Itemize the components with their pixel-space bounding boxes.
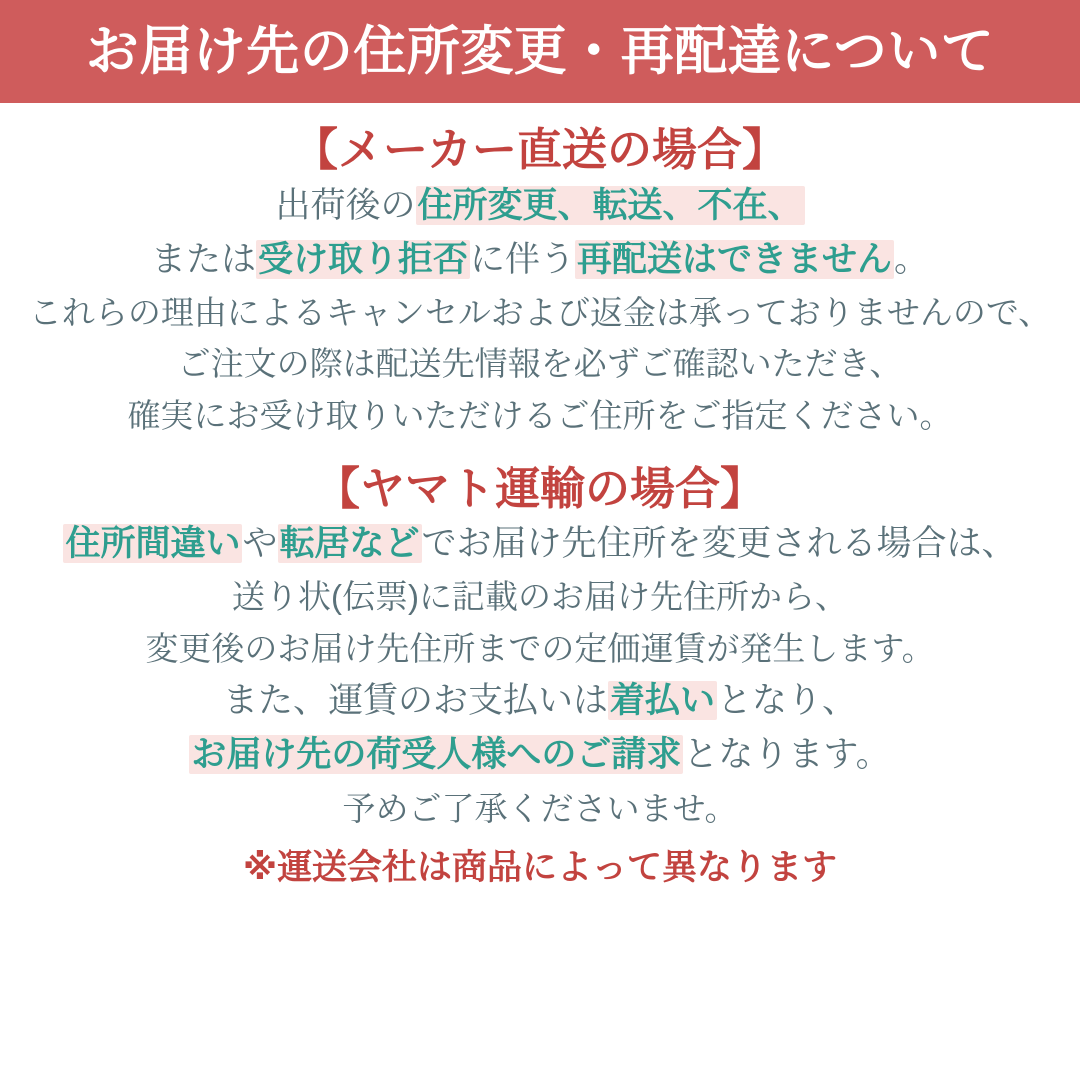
line-part: に伴う xyxy=(469,239,575,279)
line-part: 。 xyxy=(894,239,930,279)
text-line xyxy=(0,678,1080,724)
text-line xyxy=(0,732,1080,778)
line-part-highlight: 受け取り拒否 xyxy=(257,239,468,279)
line-part: また、運賃のお支払いは xyxy=(222,681,608,721)
line-part-highlight: お届け先の荷受人様へのご請求 xyxy=(191,735,682,775)
text-line xyxy=(0,575,1080,619)
header-banner xyxy=(0,0,1080,103)
text-line xyxy=(0,291,1080,335)
text-line xyxy=(0,342,1080,386)
line-part: これらの理由によるキャンセルおよび返金は承っておりませんので、 xyxy=(28,293,1052,331)
line-part: となり、 xyxy=(717,681,858,721)
line-part: 出荷後の xyxy=(275,185,416,225)
line-part-highlight: 住所間違い xyxy=(65,524,241,564)
line-part: 変更後のお届け先住所までの定価運賃が発生します。 xyxy=(145,629,935,667)
section-heading-yamato: 【ヤマト運輸の場合】 xyxy=(314,462,765,514)
line-part: ご注文の際は配送先情報を必ずご確認いただき、 xyxy=(177,345,903,383)
notice-body xyxy=(0,125,1080,890)
line-part-highlight: 再配送はできません xyxy=(577,239,893,279)
footer-note: ※運送会社は商品によって異なります xyxy=(242,848,838,888)
text-line xyxy=(0,394,1080,438)
line-part-highlight: 住所変更、転送、不在、 xyxy=(417,185,803,225)
line-part: となります。 xyxy=(683,735,891,775)
text-line xyxy=(0,237,1080,283)
line-part: でお届け先住所を変更される場合は、 xyxy=(421,524,1017,564)
text-line xyxy=(0,521,1080,567)
line-part: 予めご了承くださいませ。 xyxy=(342,789,738,827)
page-title: お届け先の住所変更・再配達について xyxy=(85,22,995,81)
line-part: や xyxy=(242,524,278,564)
line-part-highlight: 転居など xyxy=(279,524,420,564)
text-line xyxy=(0,183,1080,229)
text-line xyxy=(0,627,1080,671)
line-part: 確実にお受け取りいただけるご住所をご指定ください。 xyxy=(127,396,953,434)
line-part: 送り状(伝票)に記載のお届け先住所から、 xyxy=(232,578,848,616)
section-heading-maker-direct: 【メーカー直送の場合】 xyxy=(292,124,788,175)
line-part-highlight: 着払い xyxy=(609,681,715,721)
text-line xyxy=(0,787,1080,831)
line-part: または xyxy=(150,239,256,279)
